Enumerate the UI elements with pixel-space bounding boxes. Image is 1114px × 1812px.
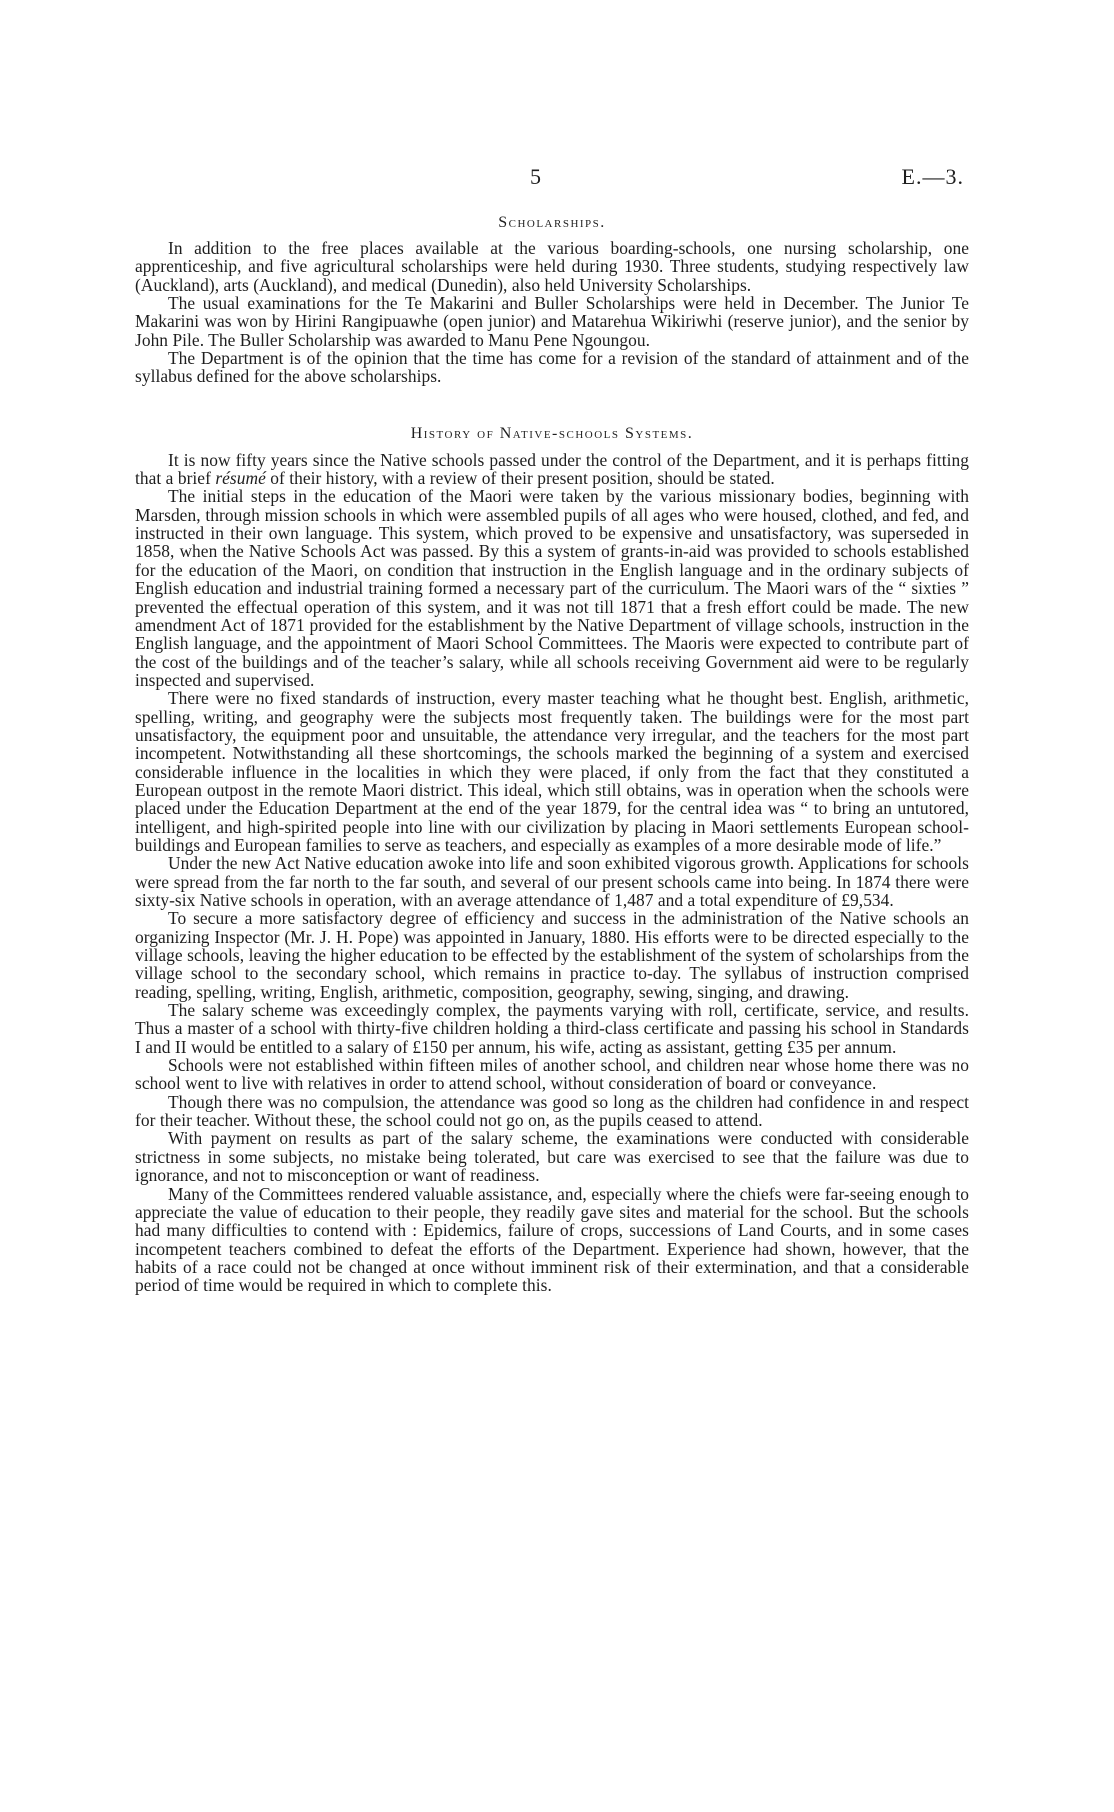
paragraph: With payment on results as part of the salary scheme, the examinations were conducted with considerable strictness in some subjects, no mistake being tolerated, but care was exercised to see that the failure was due to ignorance, and not to misconception or want of readiness. [135,1128,969,1186]
paragraph: Though there was no compulsion, the attendance was good so long as the children had confidence in and respect for their teacher. Without these, the school could not go on, as the pupils ceased to attend. [135,1091,969,1131]
paragraph: There were no fixed standards of instruction, every master teaching what he thought best. English, arithmetic, spelling, writing, and geography were the subjects most frequently taken. The buildings were for the most part unsatisfactory, the equipment poor and unsuitable, the attendance very irregular, and the teachers for the most part incompetent. Notwithstanding all these shortcomings, the schools marked the beginning of a system and exercised considerable influence in the localities in which they were placed, if only from the fact that they constituted a European outpost in the remote Maori district. This ideal, which still obtains, was in operation when the schools were placed under the Education Department at the end of the year 1879, for the central idea was “ to bring an untutored, intelligent, and high-spirited people into line with our civilization by placing in Maori settlements European school-buildings and European families to serve as teachers, and especially as examples of a more desirable mode of life.” [135,688,969,855]
paragraph: The initial steps in the education of the Maori were taken by the various missionary bodies, beginning with Marsden, through mission schools in which were assembled pupils of all ages who were housed, clothed, and fed, and instructed in their own language. This system, which proved to be expensive and unsatisfactory, was superseded in 1858, when the Native Schools Act was passed. By this a system of grants-in-aid was provided to schools established for the education of the Maori, on condition that instruction in the English language and in the ordinary subjects of English education and industrial training formed a necessary part of the curriculum. The Maori wars of the “ sixties ” prevented the effectual operation of this system, and it was not till 1871 that a fresh effort could be made. The new amendment Act of 1871 provided for the establishment by the Native Department of village schools, instruction in the English language, and the appointment of Maori School Committees. The Maoris were expected to contribute part of the cost of the buildings and of the teacher’s salary, while all schools receiving Government aid were to be regularly inspected and supervised. [135,486,969,690]
page-body [135,213,969,1295]
page-reference: E.—3. [901,164,964,189]
paragraph: To secure a more satisfactory degree of efficiency and success in the administration of the Native schools an organizing Inspector (Mr. J. H. Pope) was appointed in January, 1880. His efforts were to be directed especially to the village schools, leaving the higher education to be effected by the establishment of the system of scholarships from the village school to the secondary school, which remains in practice to-day. The syllabus of instruction comprised reading, spelling, writing, English, arithmetic, composition, geography, sewing, singing, and drawing. [135,908,969,1002]
italic-term: résumé [215,468,266,489]
paragraph: The salary scheme was exceedingly complex, the payments varying with roll, certificate, service, and results. Thus a master of a school with thirty-five children holding a third-class certificate and passing his school in Standards I and II would be entitled to a salary of £150 per annum, his wife, acting as assistant, getting £35 per annum. [135,1000,969,1057]
paragraph: Many of the Committees rendered valuable assistance, and, especially where the chiefs were far-seeing enough to appreciate the value of education to their people, they readily gave sites and material for the school. But the schools had many difficulties to contend with : Epidemics, failure of crops, successions of Land Courts, and in some cases incompetent teachers combined to defeat the efforts of the Department. Experience had shown, however, that the habits of a race could not be changed at once without imminent risk of their extermination, and that a considerable period of time would be required in which to complete this. [135,1183,969,1296]
section-heading-scholarships: Scholarships. [498,214,606,231]
paragraph: The Department is of the opinion that the time has come for a revision of the standard of attainment and of the syllabus defined for the above scholarships. [135,348,969,387]
page-number: 5 [530,164,541,189]
section-heading-history: History of Native-schools Systems. [410,424,694,442]
paragraph: The usual examinations for the Te Makarini and Buller Scholarships were held in December. The Junior Te Makarini was won by Hirini Rangipuawhe (open junior) and Matarehua Wikiriwhi (reserve junior), and the senior by John Pile. The Buller Scholarship was awarded to Manu Pene Ngoungou. [135,293,969,350]
page-header [0,164,1114,194]
paragraph [135,451,969,488]
paragraph-text: It is now fifty years since the Native schools passed under the control of the Department, and it is perhaps fitting that a brief [135,449,969,489]
paragraph-text: of their history, with a review of their present position, should be stated. [265,468,775,489]
paragraph: In addition to the free places available at the various boarding-schools, one nursing scholarship, one apprenticeship, and five agricultural scholarships were held during 1930. Three students, studying respectively law (Auckland), arts (Auckland), and medical (Dunedin), also held University Scholarships. [135,238,969,295]
paragraph: Under the new Act Native education awoke into life and soon exhibited vigorous growth. Applications for schools were spread from the far north to the far south, and several of our present schools came into being. In 1874 there were sixty-six Native schools in operation, with an average attendance of 1,487 and a total expenditure of £9,534. [135,853,969,910]
paragraph: Schools were not established within fifteen miles of another school, and children near whose home there was no school went to live with relatives in order to attend school, without consideration of board or conveyance. [135,1055,969,1094]
